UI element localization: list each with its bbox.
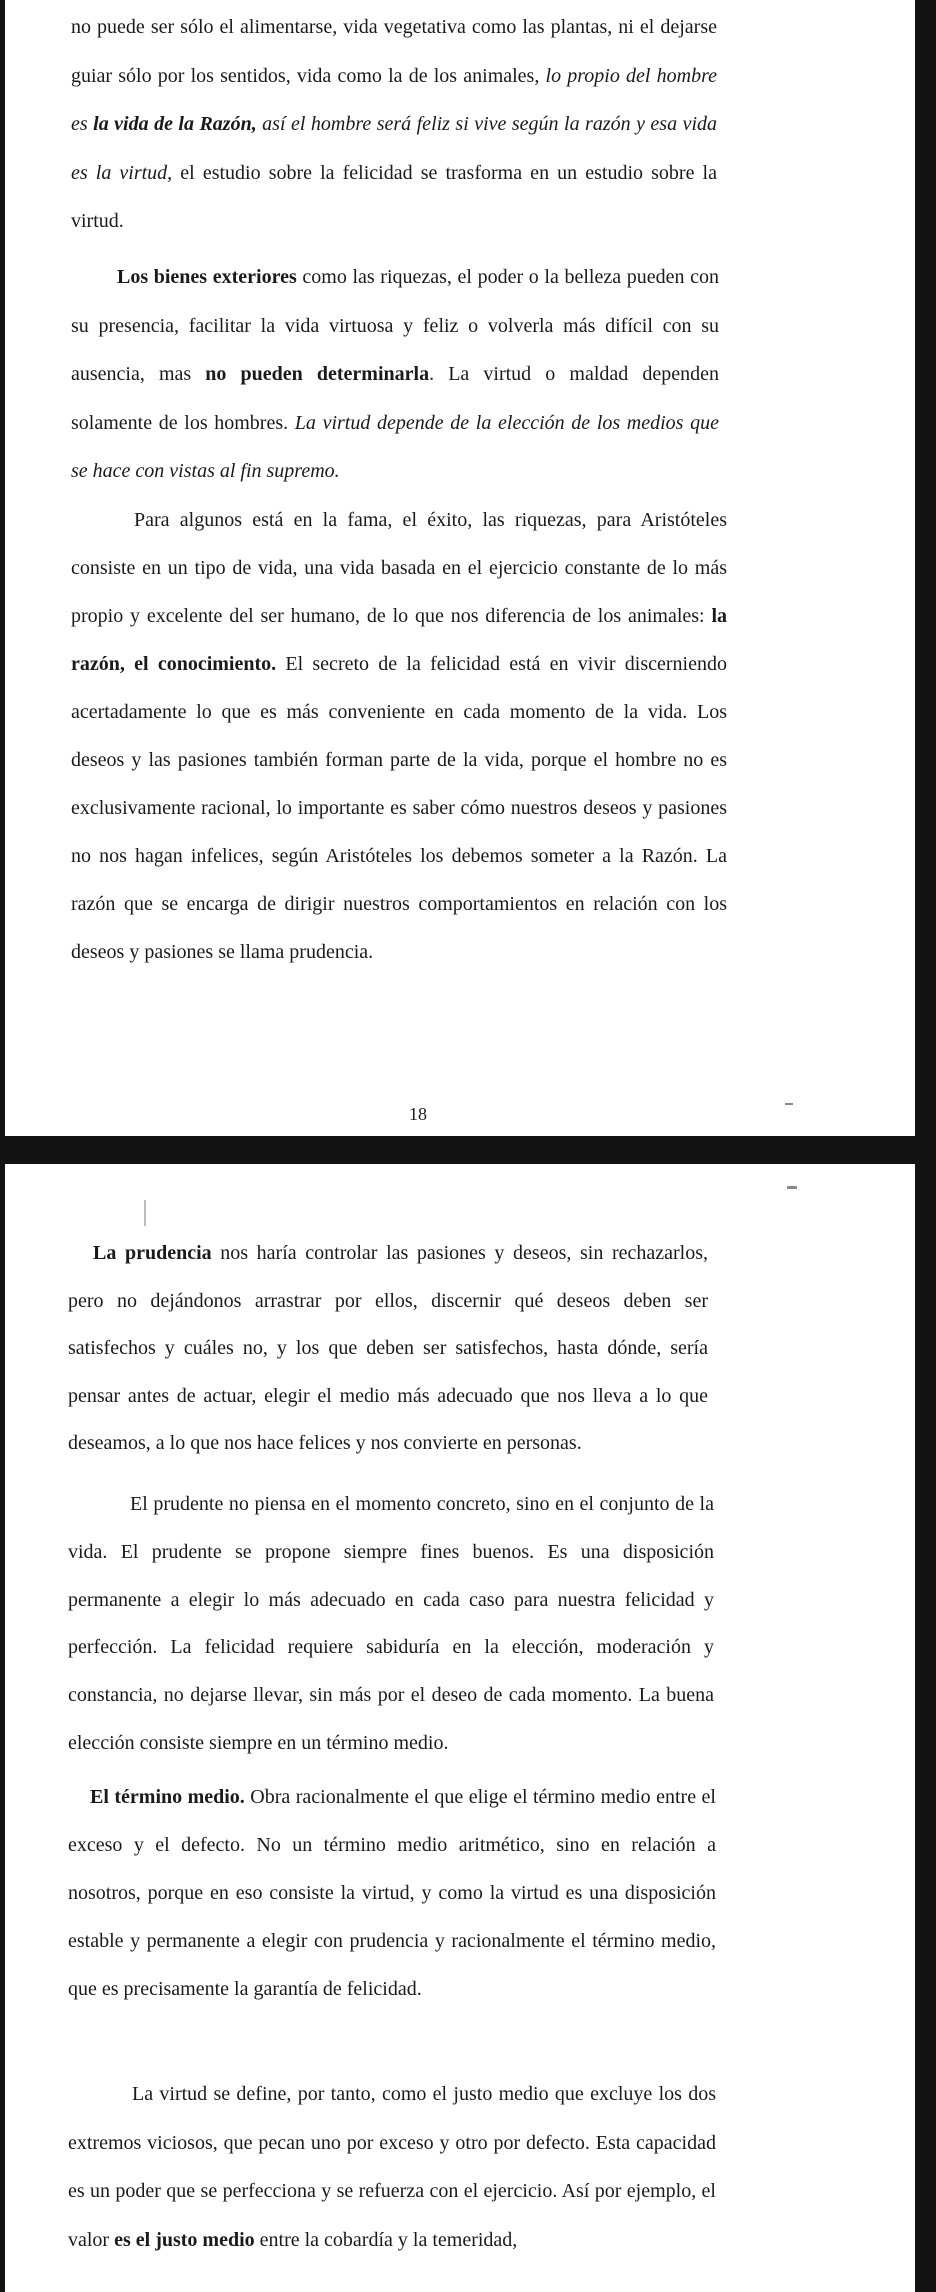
text-run: Para algunos está en la fama, el éxito, las riquezas, para Aristóteles consiste en un tipo de vida, una vida basada en el ejercicio constante de lo más propio y excelente del ser humano, de lo que nos diferencia de los animales: (71, 509, 727, 627)
paragraph-7 (68, 2070, 716, 2264)
paragraph-5 (68, 1481, 714, 1768)
scan-speck (787, 1186, 797, 1189)
scan-mark (144, 1200, 146, 1226)
text-run-bold: La prudencia (93, 1242, 212, 1264)
text-run-bold: Los bienes exteriores (117, 266, 297, 288)
text-run-italic: así el hombre será feliz si vive según la razón y esa vida es la virtud, (71, 113, 717, 184)
text-run: no puede ser sólo el alimentarse, vida vegetativa como las plantas, ni el dejarse guiar sólo por los sentidos, vida como la de los animales, (71, 16, 717, 87)
text-run: El secreto de la felicidad está en vivir discerniendo acertadamente lo que es más conveniente en cada momento de la vida. Los deseos y las pasiones también forman parte de la vida, porque el hombre no es exclusivamente racional, lo importante es saber cómo nuestros deseos y pasiones no nos hagan infelices, según Aristóteles los debemos someter a la Razón. La razón que se encarga de dirigir nuestros comportamientos en relación con los deseos y pasiones se llama prudencia. (71, 653, 727, 963)
text-run-bold: El término medio. (90, 1786, 245, 1808)
document-page-2 (5, 1164, 915, 2292)
paragraph-1 (71, 3, 717, 246)
document-page-1 (5, 0, 915, 1136)
text-run-bold: es el justo medio (114, 2228, 255, 2251)
text-run-bold: no pueden determinarla (205, 363, 430, 386)
text-run: entre la cobardía y la temeridad, (254, 2228, 518, 2251)
paragraph-2 (71, 253, 719, 496)
paragraph-6 (68, 1773, 716, 2013)
text-run-italic: La virtud depende de la elección de los medios que se hace con vistas al fin supremo. (71, 411, 719, 483)
text-run: . La virtud o maldad dependen solamente de los hombres. (71, 363, 719, 434)
text-run: como las riquezas, el poder o la belleza pueden con su presencia, facilitar la vida virtuosa y feliz o volverla más difícil con su ausencia, mas (71, 266, 719, 386)
paragraph-3 (71, 496, 727, 976)
text-run-bold: la razón, el conocimiento. (71, 605, 727, 675)
paragraph-4 (68, 1230, 708, 1468)
scan-speck (785, 1103, 793, 1105)
text-run: el estudio sobre la felicidad se trasforma en un estudio sobre la virtud. (71, 161, 717, 232)
page-number: 18 (409, 1104, 427, 1124)
text-run: Obra racionalmente el que elige el término medio entre el exceso y el defecto. No un término medio aritmético, sino en relación a nosotros, porque en eso consiste la virtud, y como la virtud es una disposición estable y permanente a elegir con prudencia y racionalmente el término medio, que es precisamente la garantía de felicidad. (68, 1786, 716, 2000)
text-run-bold-italic: la vida de la Razón, (93, 113, 257, 135)
text-run: La virtud se define, por tanto, como el justo medio que excluye los dos extremos viciosos, que pecan uno por exceso y otro por defecto. Esta capacidad es un poder que se perfecciona y se refuerza con el ejercicio. Así por ejemplo, el valor (68, 2083, 716, 2251)
text-run: El prudente no piensa en el momento concreto, sino en el conjunto de la vida. El prudente se propone siempre fines buenos. Es una disposición permanente a elegir lo más adecuado en cada caso para nuestra felicidad y perfección. La felicidad requiere sabiduría en la elección, moderación y constancia, no dejarse llevar, sin más por el deseo de cada momento. La buena elección consiste siempre en un término medio. (68, 1493, 714, 1754)
text-run-italic: lo propio del hombre es (71, 64, 718, 135)
text-run: nos haría controlar las pasiones y deseos, sin rechazarlos, pero no dejándonos arrastrar por ellos, discernir qué deseos deben ser satisfechos y cuáles no, y los que deben ser satisfechos, hasta dónde, sería pensar antes de actuar, elegir el medio más adecuado que nos lleva a lo que deseamos, a lo que nos hace felices y nos convierte en personas. (68, 1242, 708, 1454)
